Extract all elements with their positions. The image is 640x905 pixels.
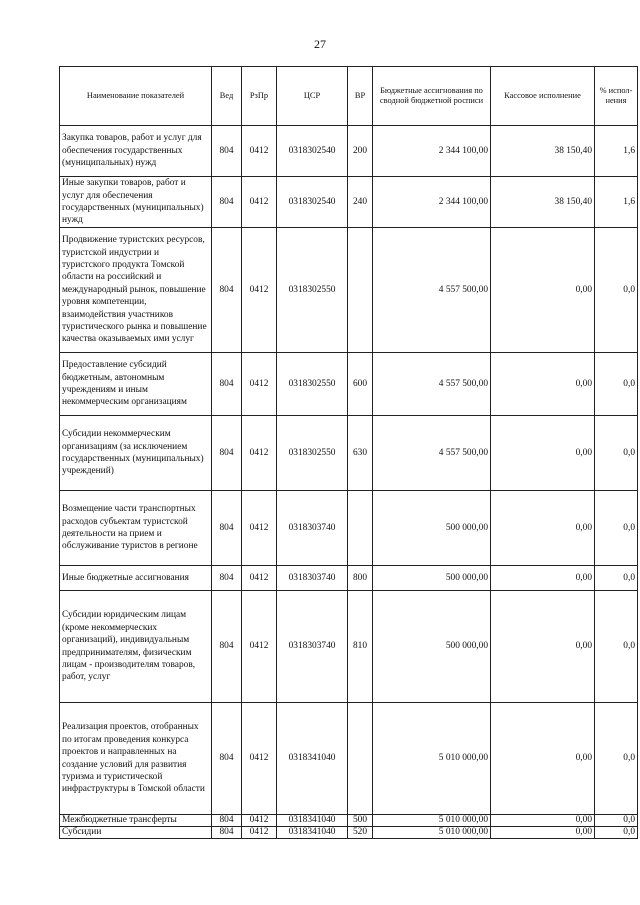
row-percent: 0,0 xyxy=(595,228,638,353)
row-ved: 804 xyxy=(212,591,242,703)
page-number: 27 xyxy=(314,37,326,51)
row-rzpr: 0412 xyxy=(242,126,277,177)
row-percent: 0,0 xyxy=(595,353,638,416)
header-ved: Вед xyxy=(212,67,242,126)
row-name: Субсидии юридическим лицам (кроме некоммерческих организаций), индивидуальным предпринимателям, физическим лицам - производителям товаров, работ, услуг xyxy=(60,591,212,703)
row-assignments: 5 010 000,00 xyxy=(373,827,491,839)
row-ved: 804 xyxy=(212,566,242,591)
row-percent: 0,0 xyxy=(595,491,638,566)
table-row xyxy=(60,228,638,353)
row-rzpr: 0412 xyxy=(242,353,277,416)
row-rzpr: 0412 xyxy=(242,228,277,353)
row-name: Иные закупки товаров, работ и услуг для обеспечения государственных (муниципальных) нужд xyxy=(60,177,212,228)
row-rzpr: 0412 xyxy=(242,177,277,228)
table-row xyxy=(60,566,638,591)
row-vr xyxy=(348,491,373,566)
row-name: Закупка товаров, работ и услуг для обеспечения государственных (муниципальных) нужд xyxy=(60,126,212,177)
row-vr: 520 xyxy=(348,827,373,839)
row-csr: 0318341040 xyxy=(277,827,348,839)
table-row xyxy=(60,177,638,228)
row-assignments: 4 557 500,00 xyxy=(373,353,491,416)
row-cash-execution: 0,00 xyxy=(491,815,595,827)
row-rzpr: 0412 xyxy=(242,566,277,591)
row-cash-execution: 38 150,40 xyxy=(491,126,595,177)
row-vr: 800 xyxy=(348,566,373,591)
row-vr: 500 xyxy=(348,815,373,827)
row-ved: 804 xyxy=(212,126,242,177)
row-ved: 804 xyxy=(212,703,242,815)
header-csr: ЦСР xyxy=(277,67,348,126)
header-rzpr: РзПр xyxy=(242,67,277,126)
row-cash-execution: 0,00 xyxy=(491,827,595,839)
row-assignments: 2 344 100,00 xyxy=(373,177,491,228)
header-name: Наименование показателей xyxy=(60,67,212,126)
row-name: Субсидии некоммерческим организациям (за исключением государственных (муниципальных) учреждений) xyxy=(60,416,212,491)
budget-execution-table xyxy=(59,66,638,839)
header-cash-execution: Кассовое исполнение xyxy=(491,67,595,126)
row-percent: 0,0 xyxy=(595,827,638,839)
header-percent: % испол-нения xyxy=(595,67,638,126)
row-vr xyxy=(348,703,373,815)
row-assignments: 5 010 000,00 xyxy=(373,703,491,815)
row-csr: 0318302550 xyxy=(277,228,348,353)
row-cash-execution: 0,00 xyxy=(491,703,595,815)
row-csr: 0318303740 xyxy=(277,591,348,703)
table-row xyxy=(60,353,638,416)
row-ved: 804 xyxy=(212,416,242,491)
row-percent: 0,0 xyxy=(595,416,638,491)
row-rzpr: 0412 xyxy=(242,416,277,491)
row-vr xyxy=(348,228,373,353)
row-rzpr: 0412 xyxy=(242,815,277,827)
row-percent: 0,0 xyxy=(595,566,638,591)
row-csr: 0318302550 xyxy=(277,353,348,416)
row-cash-execution: 0,00 xyxy=(491,591,595,703)
row-assignments: 5 010 000,00 xyxy=(373,815,491,827)
row-name: Реализация проектов, отобранных по итогам проведения конкурса проектов и направленных на создание условий для развития туризма и туристической инфраструктуры в Томской области xyxy=(60,703,212,815)
row-assignments: 2 344 100,00 xyxy=(373,126,491,177)
table-row xyxy=(60,703,638,815)
row-rzpr: 0412 xyxy=(242,827,277,839)
table-row xyxy=(60,591,638,703)
row-csr: 0318303740 xyxy=(277,491,348,566)
row-percent: 0,0 xyxy=(595,815,638,827)
row-percent: 1,6 xyxy=(595,126,638,177)
table-row xyxy=(60,416,638,491)
row-ved: 804 xyxy=(212,177,242,228)
row-rzpr: 0412 xyxy=(242,703,277,815)
row-assignments: 500 000,00 xyxy=(373,566,491,591)
row-ved: 804 xyxy=(212,353,242,416)
row-name: Возмещение части транспортных расходов субъектам туристской деятельности на прием и обслуживание туристов в регионе xyxy=(60,491,212,566)
row-vr: 630 xyxy=(348,416,373,491)
row-ved: 804 xyxy=(212,827,242,839)
row-csr: 0318302540 xyxy=(277,177,348,228)
row-csr: 0318341040 xyxy=(277,703,348,815)
row-vr: 810 xyxy=(348,591,373,703)
row-csr: 0318302550 xyxy=(277,416,348,491)
row-assignments: 4 557 500,00 xyxy=(373,228,491,353)
row-percent: 0,0 xyxy=(595,703,638,815)
row-cash-execution: 38 150,40 xyxy=(491,177,595,228)
table-row xyxy=(60,815,638,827)
row-csr: 0318341040 xyxy=(277,815,348,827)
row-cash-execution: 0,00 xyxy=(491,228,595,353)
row-name: Продвижение туристских ресурсов, туристской индустрии и туристского продукта Томской области на российский и международный рынок, повышение уровня компетенции, взаимодействия участников туристического рынка и повышение качества оказываемых ими услуг xyxy=(60,228,212,353)
header-vr: ВР xyxy=(348,67,373,126)
row-name: Предоставление субсидий бюджетным, автономным учреждениям и иным некоммерческим организациям xyxy=(60,353,212,416)
row-vr: 600 xyxy=(348,353,373,416)
row-name: Межбюджетные трансферты xyxy=(60,815,212,827)
row-vr: 240 xyxy=(348,177,373,228)
row-csr: 0318303740 xyxy=(277,566,348,591)
row-csr: 0318302540 xyxy=(277,126,348,177)
header-assignments: Бюджетные ассигнования по сводной бюджетной росписи xyxy=(373,67,491,126)
row-cash-execution: 0,00 xyxy=(491,491,595,566)
row-ved: 804 xyxy=(212,815,242,827)
row-ved: 804 xyxy=(212,491,242,566)
row-cash-execution: 0,00 xyxy=(491,416,595,491)
row-vr: 200 xyxy=(348,126,373,177)
row-name: Иные бюджетные ассигнования xyxy=(60,566,212,591)
row-rzpr: 0412 xyxy=(242,491,277,566)
row-ved: 804 xyxy=(212,228,242,353)
table-row xyxy=(60,491,638,566)
row-percent: 1,6 xyxy=(595,177,638,228)
row-name: Субсидии xyxy=(60,827,212,839)
row-assignments: 4 557 500,00 xyxy=(373,416,491,491)
row-cash-execution: 0,00 xyxy=(491,353,595,416)
row-percent: 0,0 xyxy=(595,591,638,703)
row-assignments: 500 000,00 xyxy=(373,491,491,566)
table-row xyxy=(60,126,638,177)
table-row xyxy=(60,827,638,839)
row-assignments: 500 000,00 xyxy=(373,591,491,703)
row-rzpr: 0412 xyxy=(242,591,277,703)
row-cash-execution: 0,00 xyxy=(491,566,595,591)
table-header-row xyxy=(60,67,638,126)
